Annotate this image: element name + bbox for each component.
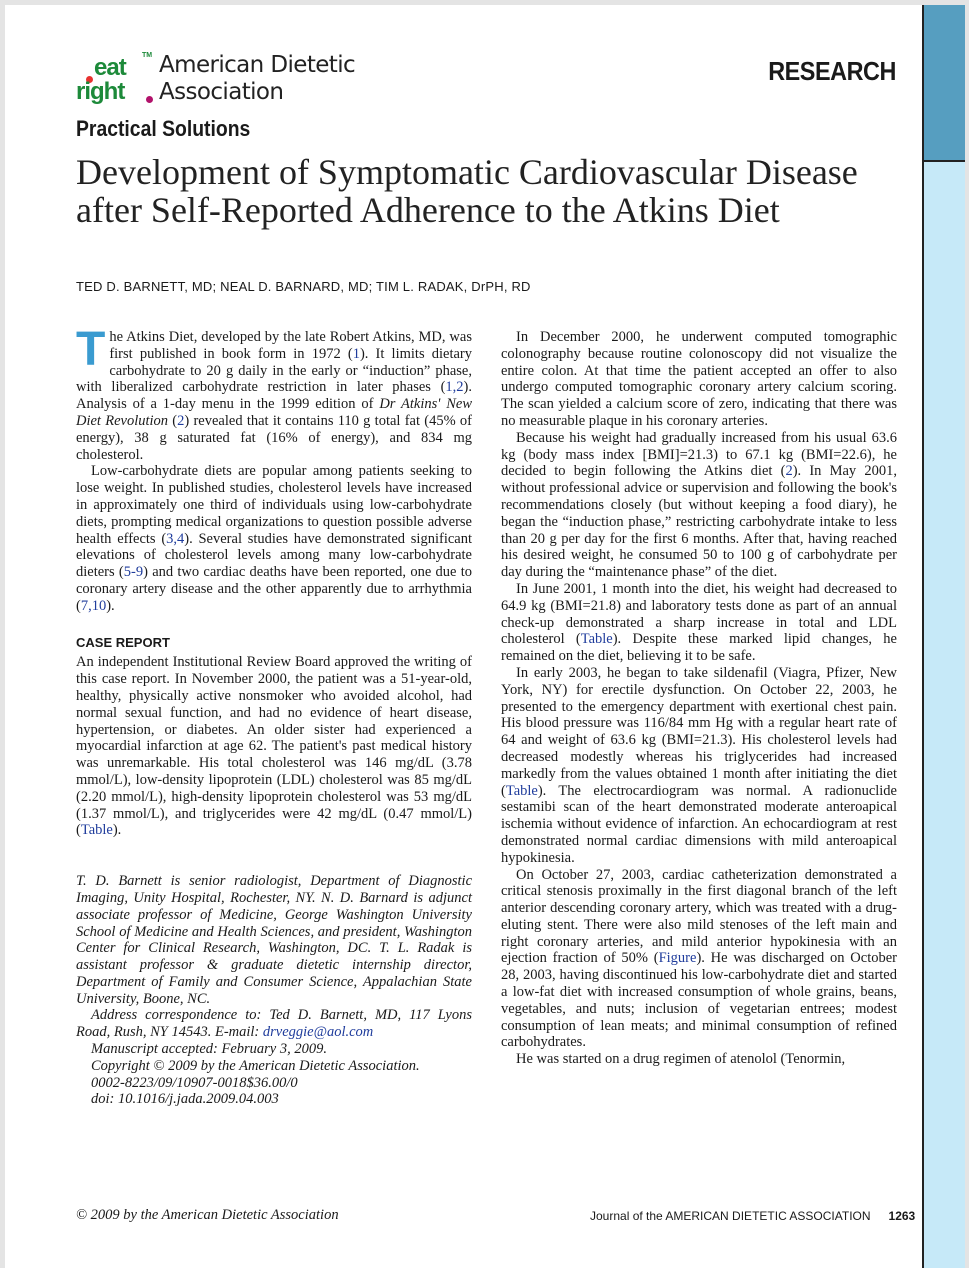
paragraph — [76, 873, 472, 1007]
right-column — [501, 329, 897, 1068]
eatright-logo — [76, 52, 156, 108]
reference-link[interactable]: Figure — [658, 950, 697, 967]
paragraph — [76, 1058, 472, 1075]
reference-link[interactable]: drveggie@aol.com — [262, 1024, 374, 1041]
category-label: Practical Solutions — [76, 116, 251, 141]
text-run: Because his weight had gradually increased from his usual 63.6 kg (body mass index [BMI]=21.3) to 67.1 kg (BMI=22.6), he decided to begin following the Atkins diet ( — [501, 429, 897, 480]
org-line1: American Dietetic — [159, 52, 356, 78]
paragraph — [76, 323, 472, 463]
text-run: Copyright © 2009 by the American Dietetic Association. — [91, 1057, 420, 1074]
text-run: ). It limits dietary carbohydrate to 20 g daily in the early or “induction” phase, with liberalized carbohydrate restriction in later phases ( — [76, 345, 472, 396]
text-run: On October 27, 2003, cardiac catheterization demonstrated a critical stenosis proximally in the first diagonal branch of the left anterior descending coronary artery, which was treated with a drug-eluting stent. There were also mild stenoses of the left main and right coronary arteries, and mild anterior hypokinesia with an ejection fraction of 50% ( — [501, 866, 897, 967]
case-report-heading: CASE REPORT — [76, 634, 170, 650]
article-title: Development of Symptomatic Cardiovascular Disease after Self-Reported Adherence to the Atkins Diet — [76, 152, 858, 230]
text-run: ) and two cardiac deaths have been reported, one due to coronary artery disease and the other apparently due to arrhythmia ( — [76, 564, 472, 614]
org-line2: Association — [159, 79, 284, 105]
text-run: ( — [168, 412, 178, 429]
text-run: Address correspondence to: Ted D. Barnett, MD, 117 Lyons Road, Rush, NY 14543. E-mail: — [76, 1007, 472, 1041]
paragraph — [76, 1075, 472, 1092]
text-run: he Atkins Diet, developed by the late Robert Atkins, MD, was first published in book form in 1972 ( — [109, 329, 472, 362]
footer-journal — [590, 1209, 915, 1223]
text-run: In December 2000, he underwent computed tomographic colonography because routine colonoscopy did not visualize the entire colon. At that time the patient accepted an offer to also undergo computed tomographic coronary artery calcium scoring. The scan yielded a calcium score of zero, indicating that there was no measurable plaque in his coronary arteries. — [501, 329, 897, 429]
text-run: Low-carbohydrate diets are popular among patients seeking to lose weight. In published studies, cholesterol levels have increased in approximately one third of individuals using low-carbohydrate diets, prompting medical organizations to question possible adverse health effects ( — [76, 463, 472, 547]
paragraph — [501, 329, 897, 430]
text-run: He was started on a drug regimen of atenolol (Tenormin, — [516, 1051, 846, 1068]
footer-copyright: © 2009 by the American Dietetic Association — [76, 1207, 339, 1223]
author-bio — [76, 873, 472, 1108]
text-run: ). Despite these marked lipid changes, he remained on the diet, believing it to be safe. — [501, 631, 897, 665]
logo-eat: eat — [94, 54, 126, 81]
reference-link[interactable]: 5-9 — [123, 564, 144, 581]
paragraph — [76, 1041, 472, 1058]
logo-tm: TM — [142, 52, 153, 59]
drop-cap: T — [76, 323, 106, 376]
text-run: ) revealed that it contains 110 g total fat (45% of energy), 38 g saturated fat (16% of energy), and 834 mg cholesterol. — [76, 412, 472, 463]
reference-link[interactable]: 7,10 — [80, 597, 107, 614]
side-band-light — [922, 162, 965, 1268]
text-run: In early 2003, he began to take sildenafil (Viagra, Pfizer, New York, NY) for erectile dysfunction. On October 22, 2003, he presented to the emergency department with exertional chest pain. His blood pressure was 116/84 mm Hg with a regular heart rate of 64 and weight of 63.6 kg (BMI=21.3). His cholesterol levels had decreased modestly whereas his triglycerides had increased markedly from the values obtained 1 month after initiating the diet ( — [501, 664, 897, 799]
reference-link[interactable]: Table — [580, 631, 613, 648]
paragraph — [501, 430, 897, 581]
text-run: ). The electrocardiogram was normal. A radionuclide sestamibi scan of the heart demonstrated moderate anteroapical ischemia without evidence of infarction. An echocardiogram at rest demonstrated normal cardiac dimensions with mild anteroapical hypokinesia. — [501, 782, 897, 866]
paragraph — [76, 463, 472, 614]
paragraph — [76, 1007, 472, 1041]
paragraph — [501, 1051, 897, 1068]
journal-name: Journal of the AMERICAN DIETETIC ASSOCIATION — [590, 1209, 871, 1223]
text-run: ). Analysis of a 1-day menu in the 1999 edition of — [76, 379, 472, 413]
authors: TED D. BARNETT, MD; NEAL D. BARNARD, MD; TIM L. RADAK, DrPH, RD — [76, 279, 531, 294]
logo-dot-magenta — [146, 96, 153, 103]
reference-link[interactable]: Table — [80, 822, 113, 839]
text-run: Dr Atkins' New Diet Revolution — [76, 396, 472, 429]
org-name — [159, 52, 355, 106]
reference-link[interactable]: 2 — [177, 412, 185, 429]
text-run: Manuscript accepted: February 3, 2009. — [91, 1041, 327, 1058]
reference-link[interactable]: 1 — [352, 345, 360, 362]
paragraph — [501, 867, 897, 1052]
reference-link[interactable]: 1,2 — [445, 379, 464, 396]
text-run: In June 2001, 1 month into the diet, his weight had decreased to 64.9 kg (BMI=21.8) and laboratory tests done as part of an annual check-up demonstrated a sharp increase in total and LDL cholesterol ( — [501, 580, 897, 648]
left-column — [76, 323, 472, 1108]
text-run: doi: 10.1016/j.jada.2009.04.003 — [91, 1091, 279, 1108]
logo-right: right — [76, 78, 125, 105]
paragraph — [501, 581, 897, 665]
text-run: ). In May 2001, without professional advice or supervision and following the book's recommendations closely (but without keeping a food diary), he began the “induction phase,” restricting carbohydrate intake to less than 20 g per day for the first 6 months. After that, having reached his desired weight, he consumed 50 to 100 g of carbohydrate per day during the “maintenance phase” of the diet. — [501, 463, 897, 581]
section-tag: RESEARCH — [768, 56, 896, 86]
side-band-dark — [922, 5, 965, 162]
text-run: An independent Institutional Review Board approved the writing of this case report. In November 2000, the patient was a 51-year-old, healthy, physically active nonsmoker who avoided alcohol, had normal sexual function, and had no evidence of heart disease, hypertension, or diabetes. An older sister had experienced a myocardial infarction at age 62. The patient's past medical history was unremarkable. His total cholesterol was 146 mg/dL (3.78 mmol/L), low-density lipoprotein (LDL) cholesterol was 85 mg/dL (2.20 mmol/L), high-density lipoprotein cholesterol was 53 mg/dL (1.37 mmol/L), and triglycerides were 42 mg/dL (0.47 mmol/L) ( — [76, 654, 472, 839]
text-run: 0002-8223/09/10907-0018$36.00/0 — [91, 1074, 298, 1091]
reference-link[interactable]: 2 — [785, 463, 793, 480]
paragraph — [76, 1091, 472, 1108]
text-run: ). He was discharged on October 28, 2003, having discontinued his low-carbohydrate diet and started a low-fat diet with increased consumption of whole grains, beans, vegetables, and nuts; inclusion of vegetarian entrees; modest consumption of lean meats; and minimal consumption of refined carbohydrates. — [501, 950, 897, 1051]
text-run: ). Several studies have demonstrated significant elevations of cholesterol levels among many low-carbohydrate dieters ( — [76, 530, 472, 581]
reference-link[interactable]: 3,4 — [166, 530, 185, 547]
text-run: T. D. Barnett is senior radiologist, Department of Diagnostic Imaging, Unity Hospital, Rochester, NY. N. D. Barnard is adjunct associate professor of Medicine, George Washington University School of Medicine and Health Sciences, and president, Washington Center for Clinical Research, Washington, DC. T. L. Radak is assistant professor & graduate dietetic internship director, Department of Family and Consumer Science, Appalachian State University, Boone, NC. — [76, 873, 472, 1007]
page-number: 1263 — [888, 1209, 916, 1223]
paragraph — [501, 665, 897, 867]
reference-link[interactable]: Table — [505, 782, 538, 799]
text-run: ). — [106, 597, 115, 614]
text-run: ). — [112, 822, 122, 839]
paragraph — [76, 654, 472, 839]
